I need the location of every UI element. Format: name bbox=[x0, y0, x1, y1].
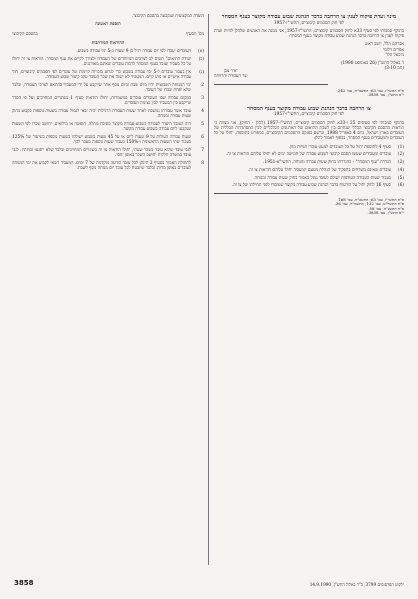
clause-item: (א) העובדים יעבדו לפי יום עבודה רגיל בן 9 שעות ב-5 ימי עבודה בשבוע. bbox=[76, 49, 204, 54]
list-item: (2) עובדים ומעבידים שעשו הסכם קיבוצי לשבוע עבודה של חמישה ימים לא יחולו עליהם הוראות צו זה. bbox=[225, 152, 404, 158]
notice1-signer: יאיר צבן bbox=[223, 69, 238, 75]
clause-item: 4 עובד אשר עבודתו נמשכת לאחר שעות העבודה הרגילות יהיה זכאי לגמול עבודה בשעות נוספות כקבוע בחוק שעות עבודה ומנוחה. bbox=[12, 108, 204, 119]
notice1-members bbox=[284, 42, 404, 58]
section-right-label: בהסכם הקיבוצי bbox=[12, 31, 38, 37]
footnote-3d: י"פ התש"ן, עמ' 3858. bbox=[367, 210, 404, 216]
footnote-rule bbox=[214, 84, 328, 85]
clause-item: 5 היה העובד היעדר לעבודה בשבוע עבודה מקוצר מסיבת מחלה, חופשה או מילואים, יחושב שכרו לפי השעות שנקבעו ליום עבודה בשבוע עבודה מקוצר. bbox=[12, 121, 204, 132]
footnote-1: ס"ח התשי"ז, עמ' 63; התשמ"ח, עמ' 242. bbox=[336, 87, 404, 93]
list-item: (6) סעיף 16 לחוק יחול על הודעות בדבר הנהגת שבוע עבודה מקוצר שנמסרו לפני תחילתו של צו זה. bbox=[231, 183, 404, 189]
column-divider bbox=[208, 14, 209, 565]
notice1-body: בתוקף סמכותי לפי סעיף 33א לחוק הסכמים קיבוציים, התשי"ז-1957, אני ממנה את האנשים שלהלן להיות ועדת פיקוח לענין צו הרחבה בדבר הנהגת שבוע עבודה מקוצר בענף המסחר: bbox=[214, 28, 404, 40]
section-title: ההוראות המורחבות bbox=[91, 40, 125, 46]
member-3: מיכאל הלר bbox=[385, 52, 404, 58]
clause-item: 7 לגבי עובד שהוא עובד בשכר שעתי, יחולו הוראות צו זה בשינויים המחויבים ובלבד שלא ייפגעו זכויותיו. לגבי עובד במשרה חלקית יחושב השכר באופן יחסי. bbox=[12, 147, 204, 158]
clause-item: 3 במקום עבודה שבו העובדים עובדים במשמרות, יחולו הוראות סעיף 1 בשינויים המחויבים ועל פי הסדר שייקבע בין המעביד לבין נציגות העובדים. bbox=[12, 95, 204, 106]
notice2-law: לפי חוק הסכמים קיבוציים, התשי"ז-1957 bbox=[273, 112, 345, 118]
notice2-title: צו הרחבה בדבר הנהגת שבוע עבודה מקוצר בענף המסחר bbox=[247, 105, 371, 112]
section-header bbox=[12, 32, 204, 37]
notice1-date: ו' באלול התש"ן (26 באוגוסט 1990) bbox=[340, 61, 404, 67]
notice2-items bbox=[214, 145, 404, 189]
notice1-signer-title: שר העבודה והרווחה bbox=[214, 74, 248, 80]
footnote-2: י"פ התש"ן, עמ' 3858. bbox=[367, 92, 404, 98]
clauses bbox=[12, 49, 204, 171]
page-number: 3858 bbox=[14, 579, 34, 587]
notice1-ref: (חמ 3-10) bbox=[384, 66, 404, 72]
clause-item: (ב) יעודת התיאום" תשים לב לצרכים המיוחדים של העבודה ולצורך לקיים את ענף המסחר. הוראות צו זה יחולו על כל מעביד ועובד בענף המסחר לרבות עובדים שאינם מאורגנים. bbox=[12, 56, 204, 67]
clause-item: 6 שעות עבודה העולות על 9 שעות ליום או על 45 שעות בשבוע ישולמו כשעות נוספות בשיעור של 125% בעבור שתי השעות הראשונות ו-150% בעבור שעות נוספות מעבר לכך. bbox=[12, 134, 204, 145]
notice1-law: לפי חוק הסכמים קיבוציים, התשי"ז-1957 bbox=[273, 20, 345, 26]
section-left-label: מס' הסעיף bbox=[185, 31, 204, 37]
left-column bbox=[12, 14, 204, 174]
right-column bbox=[214, 14, 404, 216]
clause-item: (ג) אין בעבור עובדים ל-5 ימי עבודה בשבוע כדי לגרוע בזכויות קיימות של עובדים לפי הסכמים קיבוציים, חוזי עבודה אישיים או נוהג קיים. המעביד לא ישנה את שכר העובד עקב קיצור שבוע העבודה. bbox=[12, 69, 204, 80]
clause-item: 8 לתחולת האמור בסעיף 2 תינתן לכל עובד הודעה מוקדמת של 7 ימים. המעביד רשאי לקבוע את ימי המנוחה לעובדים באופן מדורג ובלבד שיובטח לכל עובד יום מנוחה נוסף לשבת. bbox=[12, 160, 204, 171]
list-item: (1) סעיף 4 לתוספת יחול על כל העובדים למעט עובדי חנויות מזון. bbox=[288, 144, 404, 150]
notice1-title: מינוי ועדת פיקוח לענין צו הרחבה בדבר הנהגת שבוע עבודה מקוצר בענף המסחר bbox=[221, 14, 397, 20]
member-1: אברהם הלל, יושב ראש bbox=[365, 42, 404, 48]
footnote-3a: ס"ח התשי"ז, עמ' 63; התשכ"ח, עמ' 168. bbox=[337, 196, 404, 202]
clause-item: 2 ימי המנוחה השבועית יהיו ביום שבת וביום נוסף אחר שייקבע על ידי המעביד בהתאם לצרכי העבודה, ובלבד שלא יפחת שכרו של העובד. bbox=[12, 82, 204, 93]
list-item: (4) עובדים שאינם משרתים בתפקיד של הנהלה מטעם המעביד יחולו עליהם הוראות צו זה. bbox=[247, 167, 404, 173]
member-2: אפרים דלומי bbox=[383, 47, 404, 53]
footnote-3c: ס"ח התשנ"ח, עמ' 58. bbox=[368, 205, 404, 211]
list-item: (3) הגדרת "ענף המסחר" - כהגדרתו בחוק שעות עבודה ומנוחה, התשי"א-1951. bbox=[263, 160, 404, 166]
header-note: הועדה המקצועית שנקבעה בהסכם הקיבוצי. bbox=[131, 14, 204, 19]
footer-publication: ילקוט הפרסומים 3799, ב"ד באלול התש"ן, 14.9.1990 bbox=[309, 582, 404, 587]
footnote-rule-2 bbox=[214, 193, 328, 194]
tosefet-title: תוספת ראשונה bbox=[95, 22, 121, 28]
notice2-body: בתוקף סמכותי לפי סעיפים 25 ו-33א לחוק הסכמים קיבוציים, התשי"ז-1957 (להלן - החוק), אני מצווה כי הוראות ההסכם הקיבוצי הכללי שנחתם בין לשכת התיאום של הארגונים הכלכליים לבין ההסתדרות הכללית של העובדים בארץ ישראל, ביום 4 באפריל 1988, ונרשם בפנקס ההסכמים הקיבוציים, כמפורט בתוספת, יחולו על כל העובדים והמעבידים בענף המסחר, בכפוף לאמור להלן: bbox=[214, 120, 405, 142]
notice1-signature-block bbox=[214, 61, 404, 80]
list-item: (5) בעבור שעות העבודה העודפות ישולם לעובד גמול כאמור בחוק שעות עבודה ומנוחה. bbox=[253, 175, 404, 181]
page-footer bbox=[14, 579, 404, 587]
footnote-3b: ס"ח התשל"ט, עמ' 132; התשמ"ח, עמ' 36. bbox=[334, 201, 404, 207]
